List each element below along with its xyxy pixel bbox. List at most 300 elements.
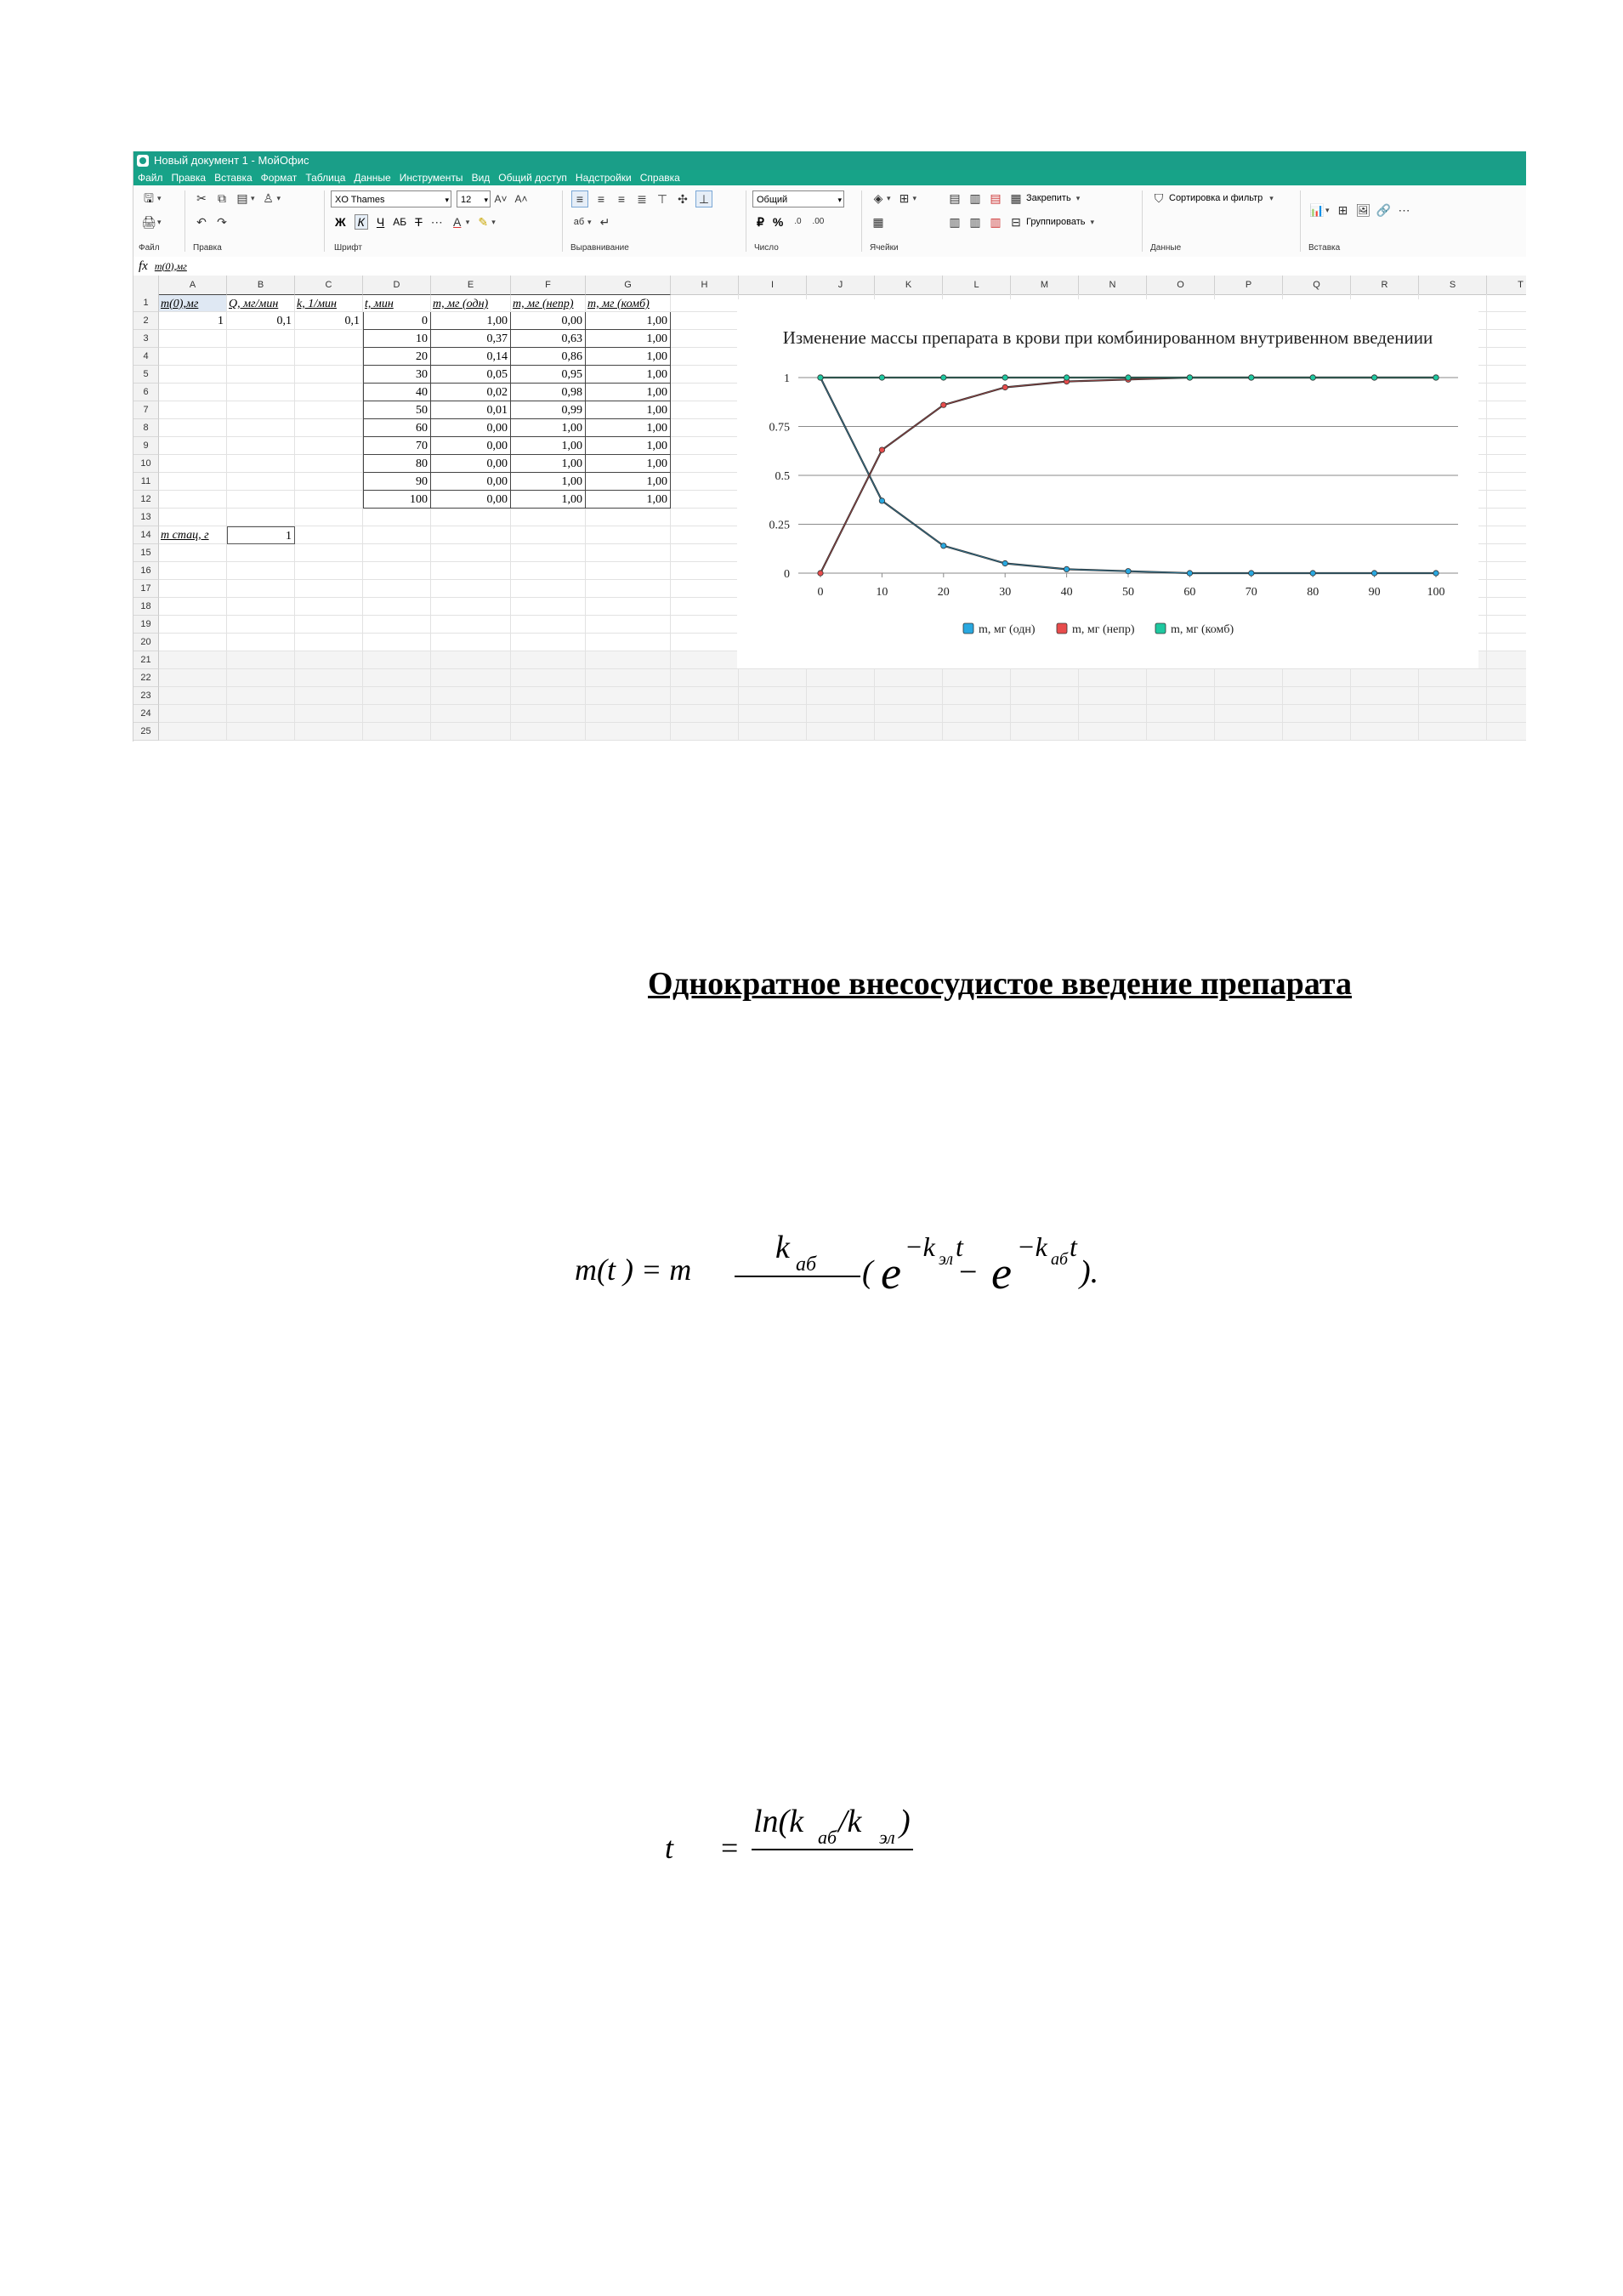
cell-A12[interactable] <box>159 491 227 509</box>
cell-G19[interactable] <box>586 616 671 634</box>
cell-I22[interactable] <box>739 669 807 687</box>
cell-C25[interactable] <box>295 723 363 741</box>
cell-F5[interactable]: 0,95 <box>511 366 586 384</box>
cell-B11[interactable] <box>227 473 295 491</box>
cell-Q25[interactable] <box>1283 723 1351 741</box>
cell-K25[interactable] <box>875 723 943 741</box>
insert-col-left-icon[interactable]: ▥ <box>949 215 961 229</box>
column-header-E[interactable]: E <box>431 276 511 294</box>
cell-T2[interactable] <box>1487 312 1526 330</box>
insert-column-icon[interactable]: ▥ <box>969 191 981 205</box>
row-header-9[interactable]: 9 <box>133 437 159 455</box>
cell-F8[interactable]: 1,00 <box>511 419 586 437</box>
wrap-text-icon[interactable]: ↵ <box>599 215 610 229</box>
cell-T24[interactable] <box>1487 705 1526 723</box>
cell-F1[interactable]: m, мг (непр) <box>511 294 586 312</box>
cell-D6[interactable]: 40 <box>363 384 431 401</box>
cell-C5[interactable] <box>295 366 363 384</box>
cell-G24[interactable] <box>586 705 671 723</box>
menu-item-1[interactable]: Файл <box>138 172 163 184</box>
column-header-K[interactable]: K <box>875 276 943 294</box>
cell-H11[interactable] <box>671 473 739 491</box>
menu-item-3[interactable]: Вставка <box>214 172 253 184</box>
valign-bottom-icon[interactable]: ⊥ <box>695 190 712 207</box>
menu-item-8[interactable]: Вид <box>471 172 491 184</box>
cell-R22[interactable] <box>1351 669 1419 687</box>
align-right-icon[interactable]: ≡ <box>617 192 626 206</box>
cell-T7[interactable] <box>1487 401 1526 419</box>
cell-K24[interactable] <box>875 705 943 723</box>
cell-B9[interactable] <box>227 437 295 455</box>
cell-H18[interactable] <box>671 598 739 616</box>
cell-A16[interactable] <box>159 562 227 580</box>
cell-T13[interactable] <box>1487 509 1526 526</box>
cell-A15[interactable] <box>159 544 227 562</box>
currency-button[interactable]: ₽ <box>757 214 764 229</box>
cell-F18[interactable] <box>511 598 586 616</box>
cell-E22[interactable] <box>431 669 511 687</box>
cell-O23[interactable] <box>1147 687 1215 705</box>
cell-D3[interactable]: 10 <box>363 330 431 348</box>
cell-F14[interactable] <box>511 526 586 544</box>
chart[interactable] <box>737 299 1478 668</box>
cell-B8[interactable] <box>227 419 295 437</box>
cell-G4[interactable]: 1,00 <box>586 348 671 366</box>
cell-E2[interactable]: 1,00 <box>431 312 511 330</box>
cell-G13[interactable] <box>586 509 671 526</box>
column-header-T[interactable]: T <box>1487 276 1526 294</box>
cell-E21[interactable] <box>431 651 511 669</box>
cell-C14[interactable] <box>295 526 363 544</box>
cell-C20[interactable] <box>295 634 363 651</box>
cell-L24[interactable] <box>943 705 1011 723</box>
cell-B17[interactable] <box>227 580 295 598</box>
corner-cell[interactable] <box>133 276 159 294</box>
cell-E1[interactable]: m, мг (одн) <box>431 294 511 312</box>
redo-icon[interactable]: ↷ <box>217 215 227 229</box>
cell-H20[interactable] <box>671 634 739 651</box>
cell-C13[interactable] <box>295 509 363 526</box>
cell-H22[interactable] <box>671 669 739 687</box>
cell-G8[interactable]: 1,00 <box>586 419 671 437</box>
menu-item-9[interactable]: Общий доступ <box>498 172 567 184</box>
row-header-24[interactable]: 24 <box>133 705 159 723</box>
insert-link-icon[interactable]: 🔗 <box>1376 203 1392 217</box>
cell-F19[interactable] <box>511 616 586 634</box>
cell-G12[interactable]: 1,00 <box>586 491 671 509</box>
cell-F24[interactable] <box>511 705 586 723</box>
cell-D9[interactable]: 70 <box>363 437 431 455</box>
increase-font-icon[interactable]: A˄ <box>514 193 528 205</box>
cell-G14[interactable] <box>586 526 671 544</box>
cell-E9[interactable]: 0,00 <box>431 437 511 455</box>
cell-B20[interactable] <box>227 634 295 651</box>
cell-T22[interactable] <box>1487 669 1526 687</box>
cell-T14[interactable] <box>1487 526 1526 544</box>
cell-T9[interactable] <box>1487 437 1526 455</box>
cell-H21[interactable] <box>671 651 739 669</box>
cell-A23[interactable] <box>159 687 227 705</box>
cell-B2[interactable]: 0,1 <box>227 312 295 330</box>
cell-C10[interactable] <box>295 455 363 473</box>
column-header-B[interactable]: B <box>227 276 295 294</box>
cell-D21[interactable] <box>363 651 431 669</box>
column-header-L[interactable]: L <box>943 276 1011 294</box>
column-header-R[interactable]: R <box>1351 276 1419 294</box>
column-header-G[interactable]: G <box>586 276 671 294</box>
cell-F12[interactable]: 1,00 <box>511 491 586 509</box>
cell-H15[interactable] <box>671 544 739 562</box>
cell-H1[interactable] <box>671 294 739 312</box>
row-header-12[interactable]: 12 <box>133 491 159 509</box>
font-name-select[interactable]: XO Thames ▾ <box>331 190 451 207</box>
more-icon[interactable]: ⋯ <box>430 215 443 229</box>
cell-E14[interactable] <box>431 526 511 544</box>
cell-H6[interactable] <box>671 384 739 401</box>
valign-middle-icon[interactable]: ✣ <box>678 192 688 206</box>
row-header-17[interactable]: 17 <box>133 580 159 598</box>
cell-A7[interactable] <box>159 401 227 419</box>
number-format-select[interactable]: Общий ▾ <box>752 190 844 207</box>
cell-R25[interactable] <box>1351 723 1419 741</box>
strike-button[interactable]: Т <box>415 215 423 229</box>
cell-H24[interactable] <box>671 705 739 723</box>
cell-G6[interactable]: 1,00 <box>586 384 671 401</box>
print-icon[interactable]: 🖨 <box>141 215 156 229</box>
cell-E25[interactable] <box>431 723 511 741</box>
cell-E24[interactable] <box>431 705 511 723</box>
cell-G1[interactable]: m, мг (комб) <box>586 294 671 312</box>
bold-button[interactable]: Ж <box>335 215 346 229</box>
cell-N25[interactable] <box>1079 723 1147 741</box>
insert-table-icon[interactable]: ⊞ <box>1337 203 1348 217</box>
column-header-A[interactable]: A <box>159 276 227 294</box>
cell-C18[interactable] <box>295 598 363 616</box>
valign-top-icon[interactable]: ⊤ <box>656 192 668 206</box>
cell-I23[interactable] <box>739 687 807 705</box>
cell-C19[interactable] <box>295 616 363 634</box>
highlight-icon[interactable]: ✎ <box>478 215 489 229</box>
cell-S23[interactable] <box>1419 687 1487 705</box>
paste-icon[interactable]: ▤ <box>236 191 248 205</box>
menu-item-2[interactable]: Правка <box>171 172 207 184</box>
filter-icon[interactable]: ⛉ <box>1154 191 1164 205</box>
cell-B5[interactable] <box>227 366 295 384</box>
cell-G16[interactable] <box>586 562 671 580</box>
cell-P25[interactable] <box>1215 723 1283 741</box>
align-left-icon[interactable]: ≡ <box>571 190 588 207</box>
column-header-C[interactable]: C <box>295 276 363 294</box>
cell-C21[interactable] <box>295 651 363 669</box>
cell-B21[interactable] <box>227 651 295 669</box>
cell-C7[interactable] <box>295 401 363 419</box>
cell-A17[interactable] <box>159 580 227 598</box>
sort-filter-button[interactable]: Сортировка и фильтр <box>1169 193 1263 203</box>
cell-J22[interactable] <box>807 669 875 687</box>
sheet-grid[interactable] <box>133 276 1526 742</box>
cell-H13[interactable] <box>671 509 739 526</box>
row-header-19[interactable]: 19 <box>133 616 159 634</box>
cell-G3[interactable]: 1,00 <box>586 330 671 348</box>
row-header-14[interactable]: 14 <box>133 526 159 544</box>
insert-chart-icon[interactable]: 📊 <box>1309 203 1325 217</box>
cell-G18[interactable] <box>586 598 671 616</box>
cell-G15[interactable] <box>586 544 671 562</box>
column-header-H[interactable]: H <box>671 276 739 294</box>
cell-D2[interactable]: 0 <box>363 312 431 330</box>
cell-P24[interactable] <box>1215 705 1283 723</box>
column-header-S[interactable]: S <box>1419 276 1487 294</box>
cell-B12[interactable] <box>227 491 295 509</box>
row-header-23[interactable]: 23 <box>133 687 159 705</box>
cell-D4[interactable]: 20 <box>363 348 431 366</box>
cell-Q23[interactable] <box>1283 687 1351 705</box>
increase-decimal-icon[interactable]: .00 <box>812 217 825 226</box>
cell-A22[interactable] <box>159 669 227 687</box>
cell-A5[interactable] <box>159 366 227 384</box>
cell-F15[interactable] <box>511 544 586 562</box>
cell-H7[interactable] <box>671 401 739 419</box>
cell-T5[interactable] <box>1487 366 1526 384</box>
cell-B25[interactable] <box>227 723 295 741</box>
column-header-Q[interactable]: Q <box>1283 276 1351 294</box>
cell-B18[interactable] <box>227 598 295 616</box>
cell-P23[interactable] <box>1215 687 1283 705</box>
cell-I25[interactable] <box>739 723 807 741</box>
cell-D7[interactable]: 50 <box>363 401 431 419</box>
cell-F20[interactable] <box>511 634 586 651</box>
cell-B19[interactable] <box>227 616 295 634</box>
percent-button[interactable]: % <box>772 215 784 229</box>
column-header-P[interactable]: P <box>1215 276 1283 294</box>
cell-S22[interactable] <box>1419 669 1487 687</box>
cell-A25[interactable] <box>159 723 227 741</box>
cell-L25[interactable] <box>943 723 1011 741</box>
column-header-O[interactable]: O <box>1147 276 1215 294</box>
cell-E4[interactable]: 0,14 <box>431 348 511 366</box>
cell-T4[interactable] <box>1487 348 1526 366</box>
align-justify-icon[interactable]: ≣ <box>637 192 647 206</box>
menu-item-4[interactable]: Формат <box>260 172 298 184</box>
cell-A18[interactable] <box>159 598 227 616</box>
cell-S25[interactable] <box>1419 723 1487 741</box>
cell-A24[interactable] <box>159 705 227 723</box>
row-header-5[interactable]: 5 <box>133 366 159 384</box>
cell-A2[interactable]: 1 <box>159 312 227 330</box>
cell-H5[interactable] <box>671 366 739 384</box>
cell-E12[interactable]: 0,00 <box>431 491 511 509</box>
row-header-1[interactable]: 1 <box>133 294 159 312</box>
borders-icon[interactable]: ⊞ <box>899 191 910 205</box>
cell-I24[interactable] <box>739 705 807 723</box>
cell-T10[interactable] <box>1487 455 1526 473</box>
row-header-8[interactable]: 8 <box>133 419 159 437</box>
cell-T16[interactable] <box>1487 562 1526 580</box>
row-header-7[interactable]: 7 <box>133 401 159 419</box>
cell-C12[interactable] <box>295 491 363 509</box>
cell-D14[interactable] <box>363 526 431 544</box>
cell-D22[interactable] <box>363 669 431 687</box>
cell-T11[interactable] <box>1487 473 1526 491</box>
cell-C6[interactable] <box>295 384 363 401</box>
column-header-D[interactable]: D <box>363 276 431 294</box>
cell-F21[interactable] <box>511 651 586 669</box>
cell-H14[interactable] <box>671 526 739 544</box>
row-header-18[interactable]: 18 <box>133 598 159 616</box>
cell-D20[interactable] <box>363 634 431 651</box>
cell-O25[interactable] <box>1147 723 1215 741</box>
cell-E19[interactable] <box>431 616 511 634</box>
cell-T15[interactable] <box>1487 544 1526 562</box>
row-header-4[interactable]: 4 <box>133 348 159 366</box>
cell-F13[interactable] <box>511 509 586 526</box>
cell-A20[interactable] <box>159 634 227 651</box>
cell-C23[interactable] <box>295 687 363 705</box>
cell-L22[interactable] <box>943 669 1011 687</box>
cell-G10[interactable]: 1,00 <box>586 455 671 473</box>
cell-D8[interactable]: 60 <box>363 419 431 437</box>
cell-B15[interactable] <box>227 544 295 562</box>
cell-M24[interactable] <box>1011 705 1079 723</box>
cell-G22[interactable] <box>586 669 671 687</box>
cell-D10[interactable]: 80 <box>363 455 431 473</box>
cell-C3[interactable] <box>295 330 363 348</box>
formula-input[interactable]: m(0),мг <box>154 259 187 272</box>
cell-M23[interactable] <box>1011 687 1079 705</box>
cell-B6[interactable] <box>227 384 295 401</box>
cell-H12[interactable] <box>671 491 739 509</box>
cell-E20[interactable] <box>431 634 511 651</box>
cell-C4[interactable] <box>295 348 363 366</box>
group-button[interactable]: Группировать <box>1026 217 1086 227</box>
underline-button[interactable]: Ч <box>376 215 385 229</box>
cut-icon[interactable]: ✂ <box>196 191 207 205</box>
cell-T23[interactable] <box>1487 687 1526 705</box>
case-button[interactable]: АБ <box>393 216 407 228</box>
more-insert-icon[interactable]: ⋯ <box>1398 203 1410 217</box>
cell-D18[interactable] <box>363 598 431 616</box>
cell-H19[interactable] <box>671 616 739 634</box>
cell-B22[interactable] <box>227 669 295 687</box>
cell-G5[interactable]: 1,00 <box>586 366 671 384</box>
cell-T6[interactable] <box>1487 384 1526 401</box>
freeze-button[interactable]: Закрепить <box>1026 193 1071 203</box>
cell-G9[interactable]: 1,00 <box>586 437 671 455</box>
cell-F3[interactable]: 0,63 <box>511 330 586 348</box>
cell-E7[interactable]: 0,01 <box>431 401 511 419</box>
cell-A13[interactable] <box>159 509 227 526</box>
cell-A21[interactable] <box>159 651 227 669</box>
cell-Q22[interactable] <box>1283 669 1351 687</box>
cell-C1[interactable]: k, 1/мин <box>295 294 363 312</box>
cell-G7[interactable]: 1,00 <box>586 401 671 419</box>
cell-D1[interactable]: t, мин <box>363 294 431 312</box>
cell-G21[interactable] <box>586 651 671 669</box>
italic-button[interactable]: К <box>355 214 368 230</box>
cell-A10[interactable] <box>159 455 227 473</box>
decrease-font-icon[interactable]: A˅ <box>494 193 508 205</box>
cell-A1[interactable]: m(0),мг <box>159 294 227 312</box>
row-header-20[interactable]: 20 <box>133 634 159 651</box>
cell-E3[interactable]: 0,37 <box>431 330 511 348</box>
row-header-16[interactable]: 16 <box>133 562 159 580</box>
cell-A9[interactable] <box>159 437 227 455</box>
row-header-22[interactable]: 22 <box>133 669 159 687</box>
cell-R23[interactable] <box>1351 687 1419 705</box>
cell-F25[interactable] <box>511 723 586 741</box>
cell-A14[interactable]: m стац, г <box>159 526 227 544</box>
cell-A11[interactable] <box>159 473 227 491</box>
cell-J24[interactable] <box>807 705 875 723</box>
cell-C8[interactable] <box>295 419 363 437</box>
delete-row-icon[interactable]: ▤ <box>990 191 1002 205</box>
cell-G17[interactable] <box>586 580 671 598</box>
group-icon[interactable]: ⊟ <box>1011 215 1021 229</box>
cell-T1[interactable] <box>1487 294 1526 312</box>
row-header-13[interactable]: 13 <box>133 509 159 526</box>
cell-B24[interactable] <box>227 705 295 723</box>
cell-H16[interactable] <box>671 562 739 580</box>
cell-P22[interactable] <box>1215 669 1283 687</box>
cell-B14[interactable]: 1 <box>227 526 295 544</box>
menu-item-11[interactable]: Справка <box>639 172 680 184</box>
cell-C16[interactable] <box>295 562 363 580</box>
cell-L23[interactable] <box>943 687 1011 705</box>
cell-D24[interactable] <box>363 705 431 723</box>
cell-F9[interactable]: 1,00 <box>511 437 586 455</box>
cell-B13[interactable] <box>227 509 295 526</box>
cell-K22[interactable] <box>875 669 943 687</box>
cell-B3[interactable] <box>227 330 295 348</box>
cell-F4[interactable]: 0,86 <box>511 348 586 366</box>
row-header-2[interactable]: 2 <box>133 312 159 330</box>
cell-O22[interactable] <box>1147 669 1215 687</box>
cell-T18[interactable] <box>1487 598 1526 616</box>
cell-F16[interactable] <box>511 562 586 580</box>
cell-H25[interactable] <box>671 723 739 741</box>
column-header-N[interactable]: N <box>1079 276 1147 294</box>
cell-E23[interactable] <box>431 687 511 705</box>
menu-item-5[interactable]: Таблица <box>305 172 346 184</box>
row-header-11[interactable]: 11 <box>133 473 159 491</box>
cell-A8[interactable] <box>159 419 227 437</box>
cell-C22[interactable] <box>295 669 363 687</box>
cell-C17[interactable] <box>295 580 363 598</box>
cell-N24[interactable] <box>1079 705 1147 723</box>
cell-B16[interactable] <box>227 562 295 580</box>
cell-J23[interactable] <box>807 687 875 705</box>
cell-F2[interactable]: 0,00 <box>511 312 586 330</box>
cell-T12[interactable] <box>1487 491 1526 509</box>
column-header-J[interactable]: J <box>807 276 875 294</box>
cell-D5[interactable]: 30 <box>363 366 431 384</box>
cell-E16[interactable] <box>431 562 511 580</box>
cell-H4[interactable] <box>671 348 739 366</box>
text-direction-icon[interactable]: аб <box>573 217 585 227</box>
cell-C24[interactable] <box>295 705 363 723</box>
cell-T25[interactable] <box>1487 723 1526 741</box>
cell-D15[interactable] <box>363 544 431 562</box>
cell-E6[interactable]: 0,02 <box>431 384 511 401</box>
fill-color-icon[interactable]: ◈ <box>873 191 883 205</box>
merge-cells-icon[interactable]: ▦ <box>872 215 884 229</box>
cell-B7[interactable] <box>227 401 295 419</box>
cell-H9[interactable] <box>671 437 739 455</box>
row-header-25[interactable]: 25 <box>133 723 159 741</box>
cell-T20[interactable] <box>1487 634 1526 651</box>
cell-D12[interactable]: 100 <box>363 491 431 509</box>
align-center-icon[interactable]: ≡ <box>597 192 605 206</box>
